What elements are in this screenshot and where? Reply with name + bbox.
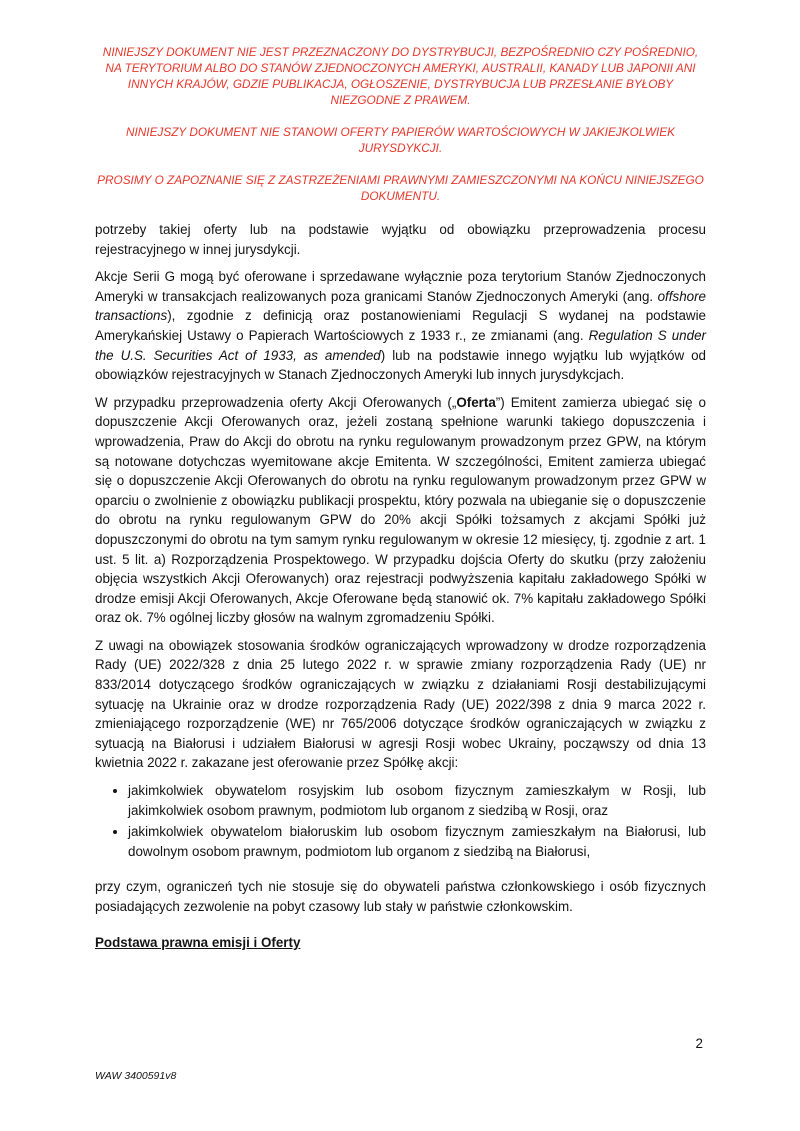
section-heading: Podstawa prawna emisji i Oferty bbox=[95, 934, 301, 950]
red-disclaimer-block bbox=[95, 44, 706, 204]
disclaimer-paragraph-distribution: NINIEJSZY DOKUMENT NIE JEST PRZEZNACZONY DO DYSTRYBUCJI, BEZPOŚREDNIO CZY POŚREDNIO, NA TERYTORIUM ALBO DO STANÓW ZJEDNOCZONYCH AMERYKI, AUSTRALII, KANADY LUB JAPONII ANI INNYCH KRAJÓW, GDZIE PUBLIKACJA, OGŁOSZENIE, DYSTRYBUCJA LUB PRZESŁANIE BYŁOBY NIEZGODNE Z PRAWEM. bbox=[102, 45, 699, 107]
disclaimer-paragraph-no-offer: NINIEJSZY DOKUMENT NIE STANOWI OFERTY PAPIERÓW WARTOŚCIOWYCH W JAKIEJKOLWIEK JURYSDYKCJI. bbox=[125, 125, 676, 155]
body-paragraph-offer: W przypadku przeprowadzenia oferty Akcji Oferowanych („Oferta”) Emitent zamierza ubiegać się o dopuszczenie Akcji Oferowanych oraz, jeżeli zostaną spełnione warunki takiego dopuszczenia i wprowadzenia, Praw do Akcji do obrotu na rynku regulowanym prowadzonym przez GPW, na którym są notowane dotychczas wyemitowane akcje Emitenta. W szczególności, Emitent zamierza ubiegać się o dopuszczenie Akcji Oferowanych do obrotu na rynku regulowanym prowadzonym przez GPW w oparciu o zwolnienie z obowiązku publikacji prospektu, który pozwala na ubieganie się o dopuszczenie do obrotu na rynku regulowanym GPW do 20% akcji Spółki tożsamych z akcjami Spółki już dopuszczonymi do obrotu na tym samym rynku regulowanym w okresie 12 miesięcy, tj. zgodnie z art. 1 ust. 5 lit. a) Rozporządzenia Prospektowego. W przypadku dojścia Oferty do skutku (przy założeniu objęcia wszystkich Akcji Oferowanych) oraz rejestracji podwyższenia kapitału zakładowego Spółki w drodze emisji Akcji Oferowanych, Akcje Oferowane będą stanowić ok. 7% kapitału zakładowego Spółki oraz ok. 7% ogólnej liczby głosów na walnym zgromadzeniu Spółki. bbox=[95, 394, 706, 626]
bullet-list bbox=[95, 781, 706, 861]
document-body bbox=[95, 220, 706, 952]
disclaimer-paragraph-legal-notice: PROSIMY O ZAPOZNANIE SIĘ Z ZASTRZEŻENIAMI PRAWNYMI ZAMIESZCZONYMI NA KOŃCU NINIEJSZEGO DOKUMENTU. bbox=[97, 173, 704, 203]
body-paragraph-sanctions: Z uwagi na obowiązek stosowania środków ograniczających wprowadzony w drodze rozporządzenia Rady (UE) 2022/328 z dnia 25 lutego 2022 r. w sprawie zmiany rozporządzenia Rady (UE) nr 833/2014 dotyczącego środków ograniczających w związku z działaniami Rosji destabilizującymi sytuację na Ukrainie oraz w drodze rozporządzenia Rady (UE) 2022/398 z dnia 9 marca 2022 r. zmieniającego rozporządzenie (WE) nr 765/2006 dotyczące środków ograniczających w związku z sytuacją na Białorusi i udziałem Białorusi w agresji Rosji wobec Ukrainy, począwszy od dnia 13 kwietnia 2022 r. zakazane jest oferowanie przez Spółkę akcji: bbox=[95, 637, 706, 771]
body-paragraph-registration: potrzeby takiej oferty lub na podstawie wyjątku od obowiązku przeprowadzenia procesu rejestracyjnego w innej jurysdykcji. bbox=[95, 222, 706, 257]
closing-paragraph: przy czym, ograniczeń tych nie stosuje się do obywateli państwa członkowskiego i osób fizycznych posiadających zezwolenie na pobyt czasowy lub stały w państwie członkowskim. bbox=[95, 879, 706, 914]
body-paragraph-series-g: Akcje Serii G mogą być oferowane i sprzedawane wyłącznie poza terytorium Stanów Zjednoczonych Ameryki w transakcjach realizowanych poza granicami Stanów Zjednoczonych Ameryki (ang. offshore transactions), zgodnie z definicją oraz postanowieniami Regulacji S wydanej na podstawie Amerykańskiej Ustawy o Papierach Wartościowych z 1933 r., ze zmianami (ang. Regulation S under the U.S. Securities Act of 1933, as amended) lub na podstawie innego wyjątku lub wyjątków od obowiązków rejestracyjnych w Stanach Zjednoczonych Ameryki lub innych jurysdykcjach. bbox=[95, 269, 706, 383]
document-reference: WAW 3400591v8 bbox=[95, 1070, 177, 1082]
page-number: 2 bbox=[695, 1036, 703, 1051]
bullet-item-belarus: • jakimkolwiek obywatelom białoruskim lub osobom fizycznym zamieszkałym na Białorusi, lub dowolnym osobom prawnym, podmiotom lub organom z siedzibą na Białorusi, bbox=[128, 822, 706, 861]
bullet-item-russia: • jakimkolwiek obywatelom rosyjskim lub osobom fizycznym zamieszkałym w Rosji, lub jakimkolwiek osobom prawnym, podmiotom lub organom z siedzibą w Rosji, oraz bbox=[128, 781, 706, 820]
